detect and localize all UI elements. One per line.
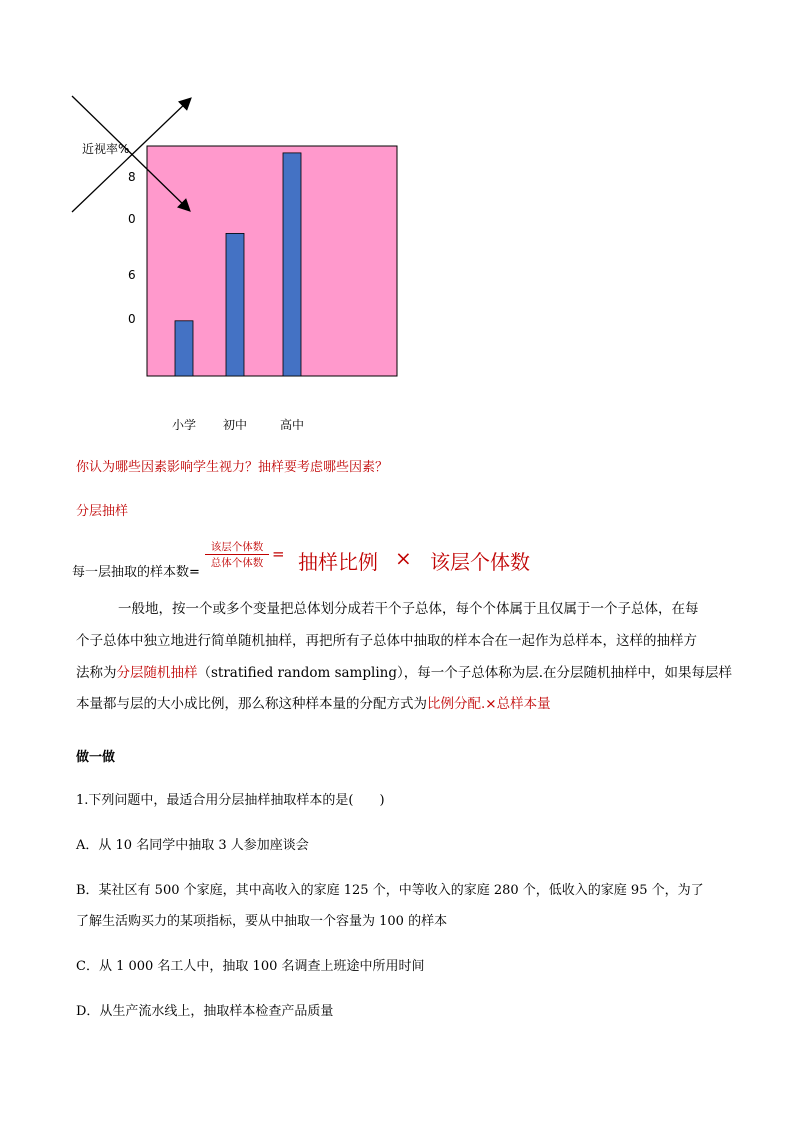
section-title: 分层抽样 [76,504,129,519]
formula-label: 每一层抽取的样本数= [72,565,200,580]
intro-question: 你认为哪些因素影响学生视力？抽样要考虑哪些因素？ [76,460,389,475]
chart-title-partial: 近视率% [82,142,130,156]
bar-高中 [283,153,301,376]
term-proportional-allocation: 比例分配.×总样本量 [427,696,551,712]
practice-heading: 做一做 [76,750,116,765]
definition-text: 法称为 [76,665,117,681]
formula-ratio: 抽样比例 [298,550,378,574]
x-tick-label: 小学 [171,418,197,430]
option-d: D．从生产流水线上，抽取样本检查产品质量 [76,1004,334,1019]
y-tick-label: 0 [128,212,136,226]
x-tick-label: 初中 [222,418,248,430]
question-1: 1.下列问题中，最适合用分层抽样抽取样本的是( ) [76,793,385,808]
bar-小学 [175,321,193,376]
definition-text: 本量都与层的大小成比例，那么称这种样本量的分配方式为 [76,696,427,712]
bar-初中 [226,233,244,376]
option-a: A．从 10 名同学中抽取 3 人参加座谈会 [76,838,309,853]
formula-times: × [395,546,412,570]
formula-fraction [205,539,269,570]
definition-line-2: 个子总体中独立地进行简单随机抽样，再把所有子总体中抽取的样本合在一起作为总样本，这样的抽样方 [76,633,697,649]
vision-rate-bar-chart [60,90,420,430]
option-c: C．从 1 000 名工人中，抽取 100 名调查上班途中所用时间 [76,959,425,974]
term-stratified-sampling: 分层随机抽样 [116,665,198,681]
y-tick-label: 8 [128,170,136,184]
definition-line-3 [76,658,732,688]
definition-line-4 [76,689,551,719]
option-b-line-2: 了解生活购买力的某项指标，要从中抽取一个容量为 100 的样本 [76,914,448,929]
definition-line-1: 一般地，按一个或多个变量把总体划分成若干个子总体，每个个体属于且仅属于一个子总体，在每 [118,601,699,617]
fraction-numerator: 该层个体数 [210,541,264,553]
y-tick-label: 0 [128,312,136,326]
option-b-line-1: B．某社区有 500 个家庭，其中高收入的家庭 125 个，中等收入的家庭 280 个，低收入的家庭 95 个，为了 [76,883,704,898]
y-tick-label: 6 [128,268,136,282]
fraction-denominator: 总体个体数 [210,557,264,569]
definition-text: （stratified random sampling），每一个子总体称为层.在分层随机抽样中，如果每层样 [197,665,733,681]
x-tick-label: 高中 [279,418,305,430]
formula-count: 该层个体数 [430,550,530,574]
formula-equals: = [272,545,285,563]
